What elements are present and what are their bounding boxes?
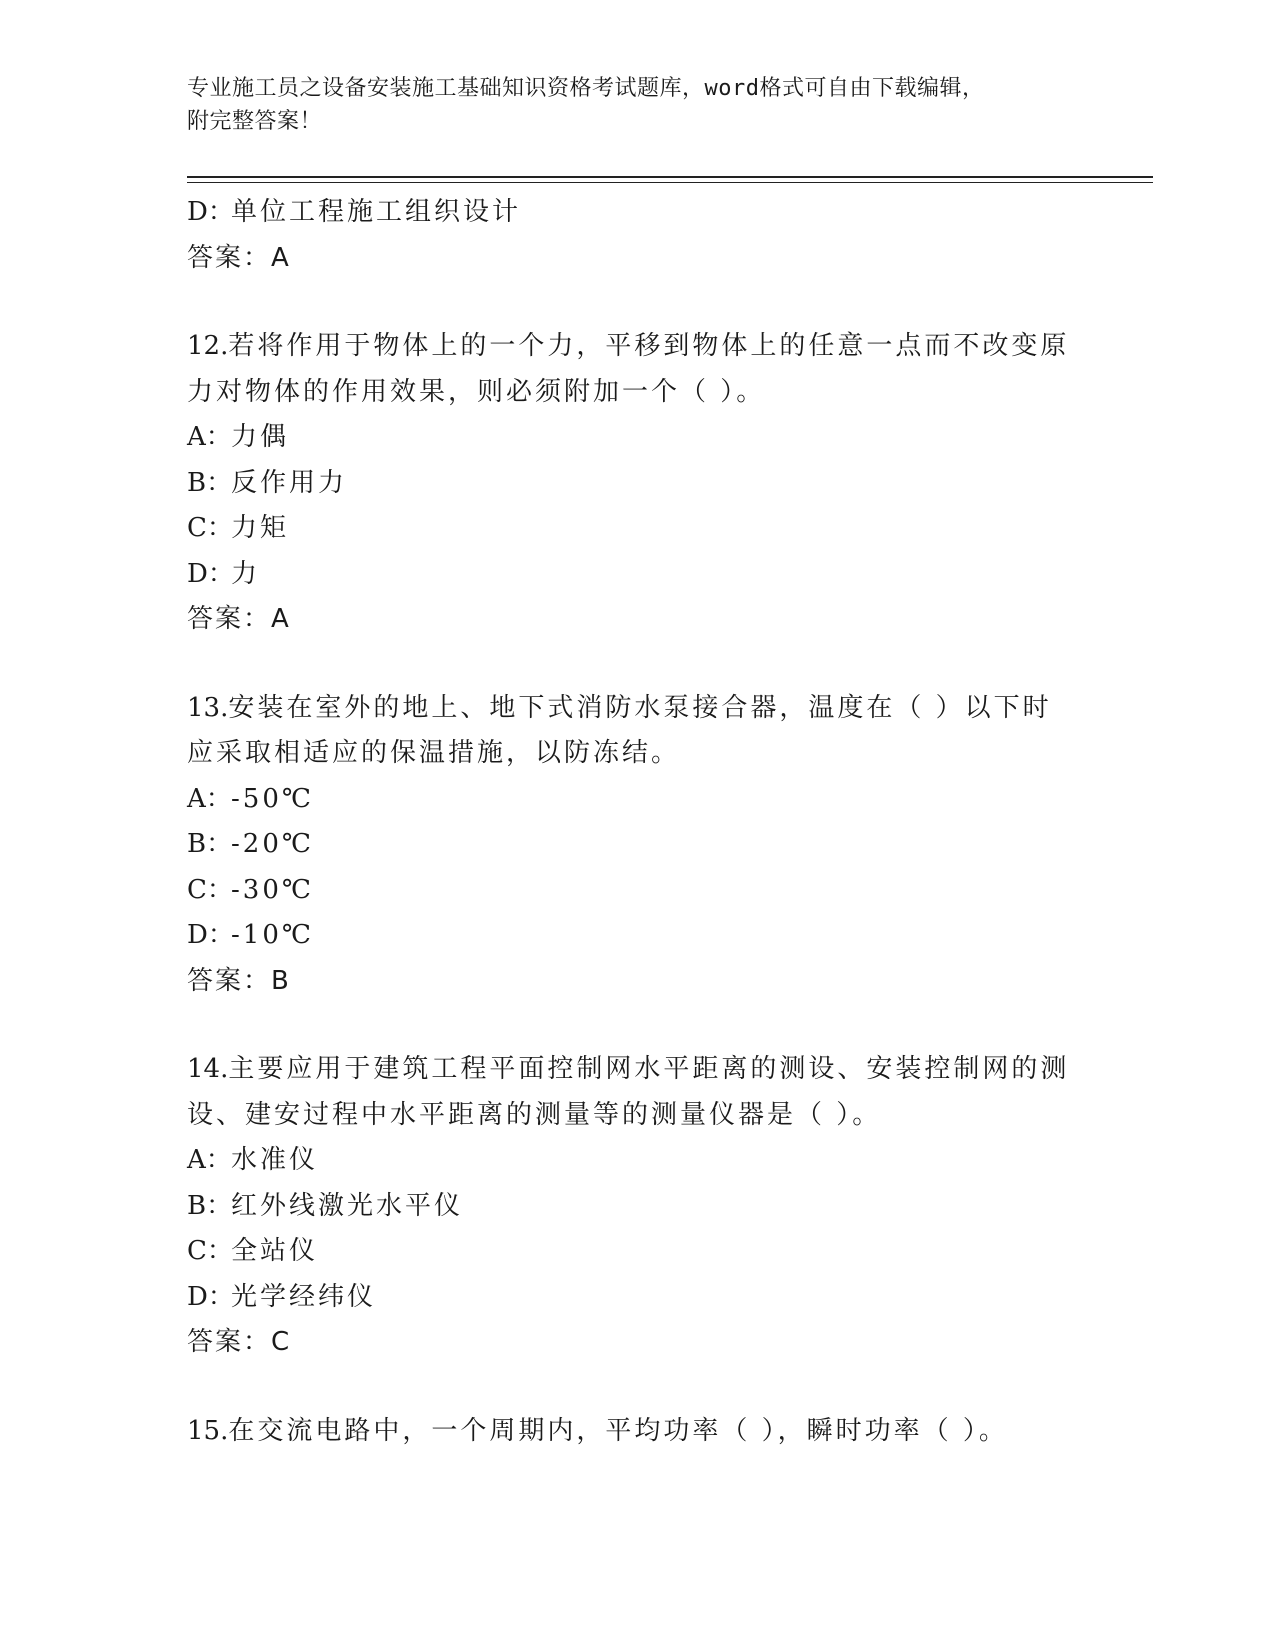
question-number: 14. — [187, 1054, 229, 1084]
option-key: D： — [187, 920, 234, 950]
question-stem-line: 应采取相适应的保温措施，以防冻结。 — [187, 738, 681, 768]
option-text: 全站仪 — [231, 1236, 319, 1266]
option-text: 反作用力 — [231, 467, 348, 498]
header-divider-thin — [187, 182, 1153, 183]
question-stem-line — [187, 1047, 1087, 1093]
option-d — [187, 1275, 1087, 1321]
question-number: 12. — [187, 331, 229, 361]
option-key: B： — [187, 829, 233, 859]
question-number: 13. — [187, 692, 229, 723]
question-stem-line: 设、建安过程中水平距离的测量等的测量仪器是（ ）。 — [187, 1099, 882, 1130]
option-key: C： — [187, 513, 233, 543]
option-key: A： — [187, 422, 232, 452]
spacer — [187, 281, 1087, 324]
spacer — [187, 1004, 1087, 1047]
option-text: 红外线激光水平仪 — [231, 1190, 464, 1221]
question-13 — [187, 686, 1087, 1005]
option-a — [187, 415, 1087, 461]
spacer — [187, 1366, 1087, 1409]
option-text: 力矩 — [231, 513, 290, 543]
option-key: B： — [187, 467, 233, 498]
option-text: -20℃ — [231, 829, 314, 859]
header-line-2: 附完整答案！ — [187, 109, 323, 134]
option-text: 光学经纬仪 — [231, 1281, 377, 1312]
option-key: C： — [187, 1236, 233, 1266]
option-d — [187, 913, 1087, 959]
option-text: 单位工程施工组织设计 — [231, 197, 522, 227]
option-text: 力偶 — [231, 422, 290, 452]
question-14 — [187, 1047, 1087, 1366]
option-c — [187, 868, 1087, 914]
question-stem-line: 力对物体的作用效果，则必须附加一个（ ）。 — [187, 376, 766, 407]
option-key: A： — [187, 1145, 232, 1175]
question-number: 15. — [187, 1415, 229, 1446]
question-text: 安装在室外的地上、地下式消防水泵接合器，温度在（ ）以下时 — [228, 692, 1052, 723]
option-key: D： — [187, 1281, 234, 1312]
option-text: 水准仪 — [231, 1145, 319, 1175]
previous-question-tail — [187, 190, 1087, 281]
answer-line: 答案：A — [187, 604, 291, 634]
option-text: 力 — [231, 558, 261, 589]
question-stem-line — [187, 686, 1087, 732]
option-key: A： — [187, 783, 232, 814]
question-15 — [187, 1409, 1087, 1455]
question-text: 主要应用于建筑工程平面控制网水平距离的测设、安装控制网的测 — [228, 1054, 1070, 1084]
option-text: -30℃ — [231, 874, 314, 905]
question-stem-line — [187, 324, 1087, 370]
answer-line: 答案：A — [187, 242, 291, 273]
option-key: D： — [187, 558, 234, 589]
option-c — [187, 506, 1087, 552]
spacer — [187, 643, 1087, 686]
header-divider-thick — [187, 176, 1153, 178]
question-stem-line — [187, 1409, 1087, 1455]
question-content — [187, 190, 1087, 1454]
header-line-1: 专业施工员之设备安装施工基础知识资格考试题库，word格式可自由下载编辑， — [187, 76, 985, 101]
document-header — [187, 72, 1067, 138]
option-key: D： — [187, 197, 234, 227]
option-text: -10℃ — [231, 920, 314, 950]
option-b — [187, 461, 1087, 507]
option-b — [187, 822, 1087, 868]
question-text: 若将作用于物体上的一个力，平移到物体上的任意一点而不改变原 — [228, 331, 1070, 361]
option-c — [187, 1229, 1087, 1275]
option-key: C： — [187, 874, 233, 905]
option-a — [187, 777, 1087, 823]
answer-line: 答案：B — [187, 965, 291, 996]
option-d — [187, 552, 1087, 598]
option-key: B： — [187, 1190, 233, 1221]
question-text: 在交流电路中，一个周期内，平均功率（ ），瞬时功率（ ）。 — [228, 1415, 1008, 1446]
option-text: -50℃ — [231, 783, 314, 814]
question-12 — [187, 324, 1087, 643]
option-a — [187, 1138, 1087, 1184]
answer-line: 答案：C — [187, 1327, 292, 1357]
option-d — [187, 190, 1087, 236]
option-b — [187, 1184, 1087, 1230]
